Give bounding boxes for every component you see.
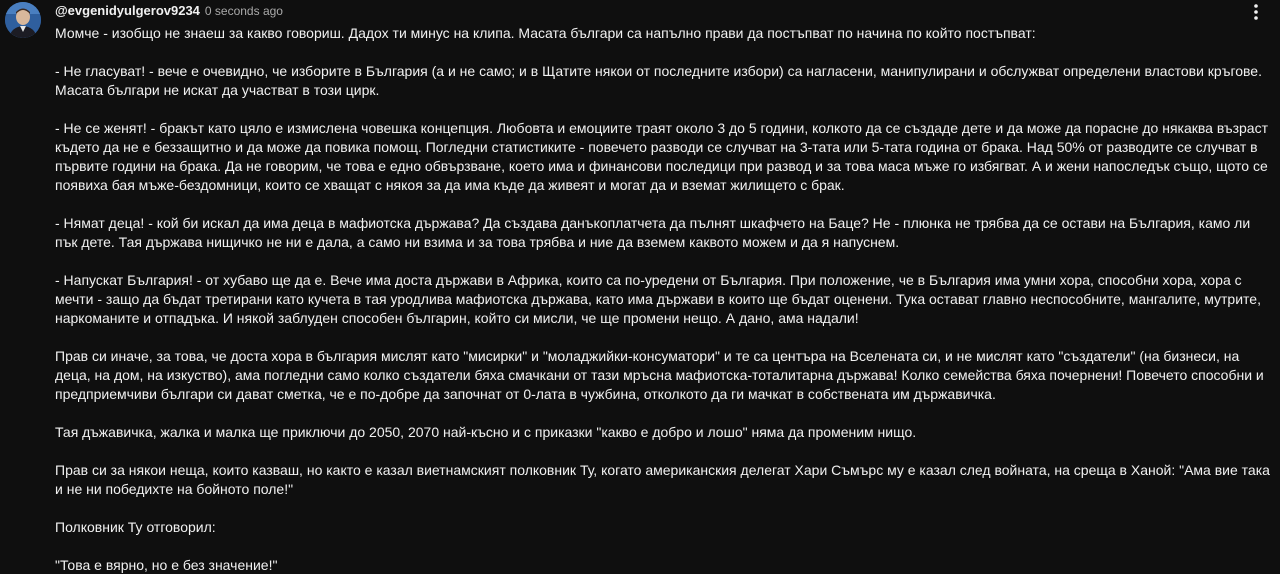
more-vert-icon[interactable] <box>1244 0 1268 24</box>
comment-paragraph: - Напускат България! - от хубаво ще да е. Вече има доста държави в Африка, които са по-уредени от България. При положение, че в България има умни хора, способни хора, хора с мечти - защо да бъдат третирани като кучета в тая уродлива мафиотска държава, като има държави в които ще бъдат оценени. Тука остават главно неспособните, мангалите, мутрите, наркоманите и отпадъка. И някой заблуден способен българин, който си мисли, че ще промени нещо. А дано, ама надали! <box>55 272 1261 326</box>
comment-paragraph: - Нямат деца! - кой би искал да има деца в мафиотска държава? Да създава данъкоплатчета да пълнят шкафчето на Баце? Не - плюнка не трябва да се остави на България, камо ли пък дете. Тая държава нищичко не ни е дала, а само ни взима и за това трябва и ние да вземем каквото можем и да я напуснем. <box>55 215 1251 250</box>
comment-body <box>55 24 1273 574</box>
comment-paragraph: - Не гласуват! - вече е очевидно, че изборите в България (а и не само; и в Щатите някои от последните избори) са нагласени, манипулирани и обслужват определени властови кръгове. Масата българи не искат да участват в този цирк. <box>55 63 1262 98</box>
comment-timestamp[interactable]: 0 seconds ago <box>204 4 283 18</box>
avatar-icon[interactable] <box>5 2 41 38</box>
comment-header <box>55 3 283 21</box>
comment-author[interactable]: @evgenidyulgerov9234 <box>55 3 200 18</box>
comment-paragraph: - Не се женят! - бракът като цяло е измислена човешка концепция. Любовта и емоциите траят около 3 до 5 години, колкото да се създаде дете и да може да порасне до някаква възраст където да не е беззащитно и да може да повика помощ. Погледни статистиките - повечето разводи се случват на 3-тата или 5-тата година от брака. Над 50% от разводите се случват в първите години на брака. Да не говорим, че това е едно обвързване, което има и финансови последици при развод и за това маса мъже го избягват. А и жени напоследък също, щото се появиха бая мъже-бездомници, които се хващат с някоя за да има къде да живеят и могат да и вземат жилището с брак. <box>55 120 1268 193</box>
comment-paragraph: Тая дъжавичка, жалка и малка ще приключи до 2050, 2070 най-късно и с приказки "какво е добро и лошо" няма да променим нищо. <box>55 424 917 440</box>
comment-paragraph: "Това е вярно, но е без значение!" <box>55 557 278 573</box>
comment-paragraph: Прав си иначе, за това, че доста хора в българия мислят като "мисирки" и "моладжийки-консуматори" и те са центъра на Вселената си, и не мислят като "създатели" (на бизнеси, на деца, на дом, на изкуство), ама погледни само колко създатели бяха смачкани от тази мръсна мафиотска-тоталитарна държава! Колко семейства бяха почернени! Повечето способни и предприемчиви българи си дават сметка, че е по-добре да започнат от 0-лата в чужбина, отколкото да ги мачкат в собствената им държавичка. <box>55 348 1264 402</box>
comment-paragraph: Прав си за някои неща, които казваш, но както е казал виетнамският полковник Ту, когато американския делегат Хари Съмърс му е казал след войната, на среща в Ханой: "Ама вие така и не ни победихте на бойното поле!" <box>55 462 1270 497</box>
comment-paragraph: Полковник Ту отговорил: <box>55 519 216 535</box>
comment-paragraph: Момче - изобщо не знаеш за какво говориш. Дадох ти минус на клипа. Масата българи са напълно прави да постъпват по начина по който постъпват: <box>55 25 1036 41</box>
